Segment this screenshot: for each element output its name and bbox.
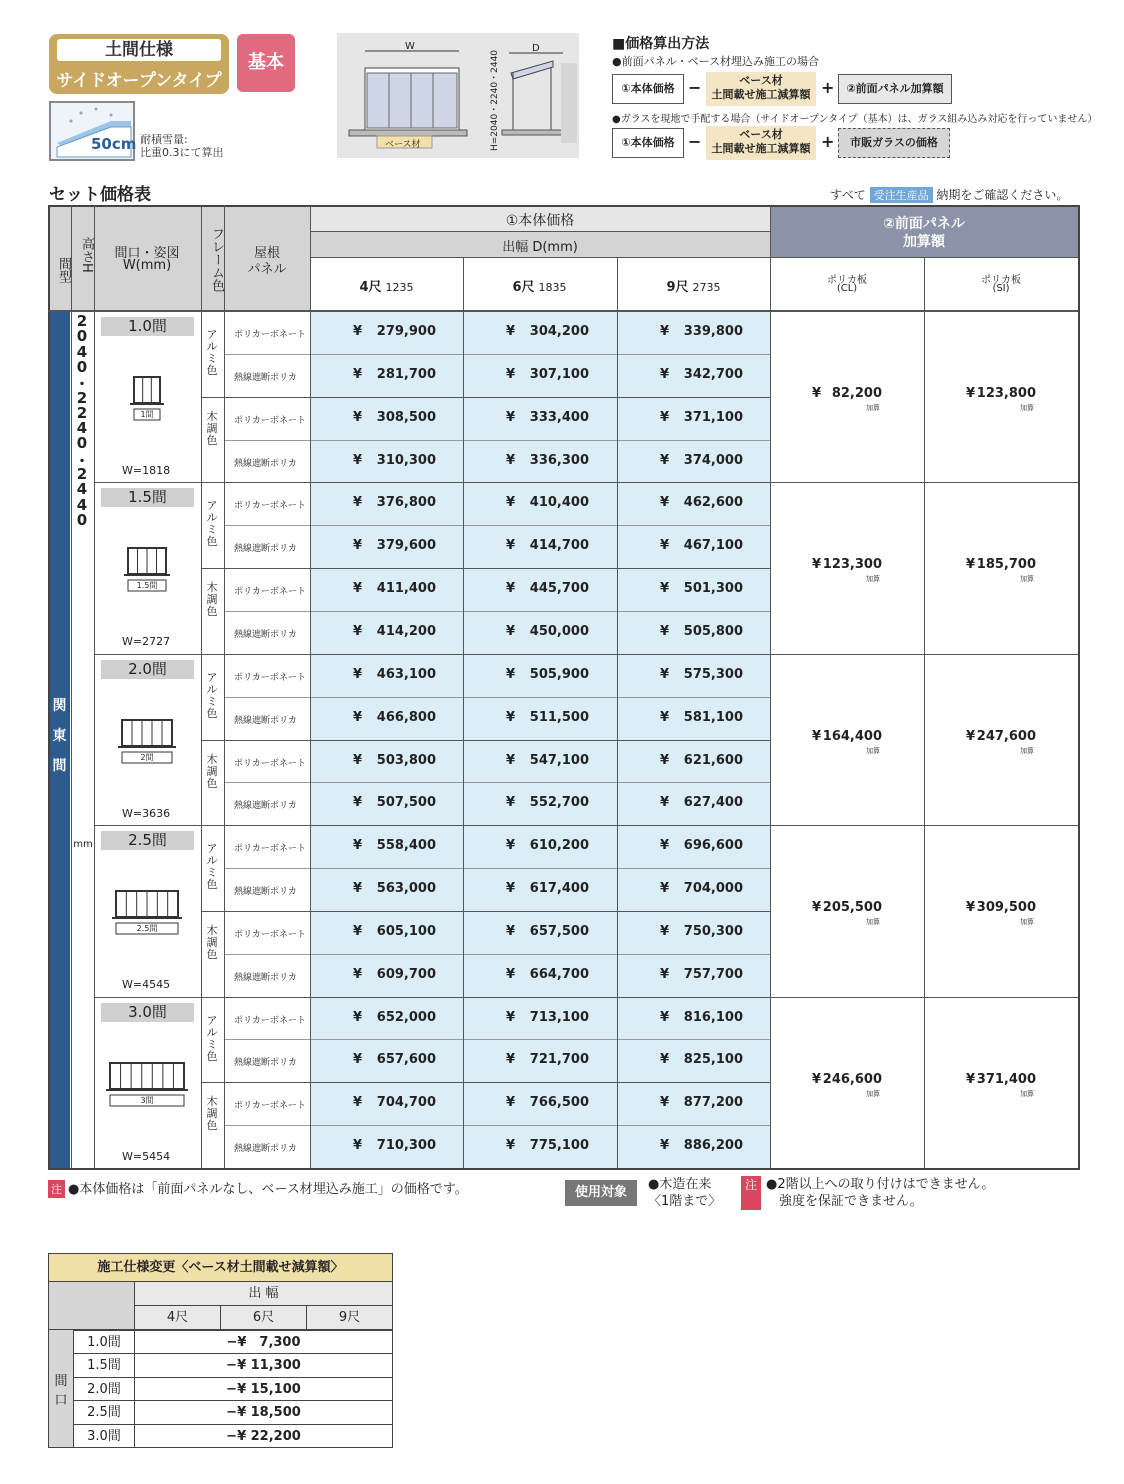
note-marker-2: 注: [741, 1176, 761, 1210]
yen-sign: ¥: [812, 557, 822, 573]
price-cell: 713,100: [529, 1009, 589, 1025]
col-frame: フレーム色: [209, 227, 224, 292]
roof-heat-block: 熱線遮断ポリカ: [234, 801, 297, 812]
roof-heat-block: 熱線遮断ポリカ: [234, 629, 297, 640]
minus-op-2: −: [688, 132, 702, 151]
price-cell: 825,100: [683, 1052, 743, 1068]
yen-sign: ¥: [660, 709, 670, 725]
note-install: ●2階以上への取り付けはできません。 強度を保証できません。: [766, 1177, 995, 1209]
note-marker: 注: [48, 1180, 65, 1198]
price-cell: 511,500: [529, 709, 589, 725]
front-panel-header: ②前面パネル: [883, 216, 965, 232]
yen-sign: ¥: [506, 795, 516, 811]
usage-label: 使用対象: [565, 1180, 637, 1206]
calc-body-price-2: ①本体価格: [612, 128, 684, 158]
diagram-base: ベース材: [385, 140, 421, 150]
width-value: W=2727: [122, 635, 171, 649]
frame-wood: 木 調 色: [206, 1095, 218, 1133]
price-cell: 664,700: [529, 966, 589, 982]
price-cell: 627,400: [683, 795, 743, 811]
price-cell: 617,400: [529, 881, 589, 897]
yen-sign: ¥: [506, 324, 516, 339]
price-cell: 696,600: [683, 838, 743, 854]
yen-sign: ¥: [506, 495, 516, 511]
price-cell: 462,600: [683, 495, 743, 511]
price-cell: 610,200: [529, 838, 589, 854]
front-panel-cl: 164,400: [822, 728, 882, 744]
price-cell: 710,300: [376, 1138, 436, 1154]
price-cell: 466,800: [376, 709, 436, 725]
add-label: 加算: [866, 404, 880, 412]
add-label: 加算: [1020, 746, 1034, 755]
yen-sign: ¥: [660, 538, 670, 554]
body-price-header: ①本体価格: [505, 213, 575, 229]
price-cell: 750,300: [683, 923, 743, 939]
span-tag: 1間: [140, 410, 154, 419]
add-label: 加算: [866, 575, 880, 584]
deduction-row: [74, 1424, 392, 1448]
price-cell: 333,400: [529, 409, 589, 425]
yen-sign: ¥: [966, 386, 976, 401]
roof-heat-block: 熱線遮断ポリカ: [234, 544, 297, 555]
yen-sign: ¥: [506, 366, 516, 382]
roof-heat-block: 熱線遮断ポリカ: [234, 972, 297, 983]
span-tag: 1.5間: [136, 581, 158, 591]
price-cell: 886,200: [683, 1138, 743, 1154]
yen-sign: ¥: [660, 923, 670, 939]
span-label: 2.0間: [101, 660, 194, 679]
col-width-unit: W(mm): [122, 258, 172, 273]
yen-sign: ¥: [353, 923, 363, 939]
span-label: 1.5間: [101, 488, 194, 507]
calc-front-panel: ②前面パネル加算額: [838, 74, 952, 104]
price-cell: 609,700: [376, 966, 436, 982]
roof-polycarbonate: ポリカーボネート: [234, 587, 306, 598]
roof-heat-block: 熱線遮断ポリカ: [234, 458, 297, 469]
frame-aluminum: ア ル ミ 色: [206, 499, 218, 549]
yen-sign: ¥: [506, 1009, 516, 1025]
front-panel-si: 309,500: [976, 900, 1036, 916]
front-panel-cl: 246,600: [822, 1071, 882, 1087]
price-cell: 304,200: [529, 324, 589, 339]
snow-note: 耐積雪量: 比重0.3にて算出: [140, 133, 224, 159]
roof-heat-block: 熱線遮断ポリカ: [234, 715, 297, 726]
yen-sign: ¥: [353, 881, 363, 897]
span-label: 3.0間: [101, 1003, 194, 1022]
yen-sign: ¥: [353, 495, 363, 511]
usage-target: ●木造在来 〈1階まで〉: [648, 1177, 722, 1209]
yen-sign: ¥: [353, 838, 363, 854]
yen-sign: ¥: [353, 1095, 363, 1111]
snow-load-icon: [49, 101, 135, 161]
yen-sign: ¥: [660, 966, 670, 982]
roof-polycarbonate: ポリカーボネート: [234, 1101, 306, 1112]
frame-aluminum: ア ル ミ 色: [206, 1013, 218, 1063]
frame-wood: 木 調 色: [206, 409, 218, 447]
height-unit: mm: [73, 839, 93, 850]
yen-sign: ¥: [353, 966, 363, 982]
frame-wood: 木 調 色: [206, 581, 218, 619]
yen-sign: ¥: [506, 881, 516, 897]
col-roof: 屋根: [253, 246, 280, 261]
yen-sign: ¥: [660, 581, 670, 597]
yen-sign: ¥: [660, 366, 670, 382]
span-tag: 3間: [140, 1095, 154, 1105]
plus-op-2: +: [821, 132, 835, 151]
yen-sign: ¥: [353, 366, 363, 382]
price-cell: 575,300: [683, 666, 743, 682]
price-cell: 414,200: [376, 623, 436, 639]
price-cell: 339,800: [683, 324, 743, 339]
span-tag: 2.5間: [136, 924, 158, 934]
note-body-price: 注 ●本体価格は「前面パネルなし、ベース材埋込み施工」の価格です。: [48, 1178, 468, 1198]
price-cell: 505,800: [683, 623, 743, 639]
price-cell: 410,400: [529, 495, 589, 511]
yen-sign: ¥: [966, 1071, 976, 1087]
price-cell: 652,000: [376, 1009, 436, 1025]
roof-polycarbonate: ポリカーボネート: [234, 415, 306, 426]
front-panel-si: 371,400: [976, 1071, 1036, 1087]
roof-polycarbonate: ポリカーボネート: [234, 672, 306, 683]
price-cell: 279,900: [376, 324, 436, 339]
price-cell: 374,000: [683, 452, 743, 468]
deduction-row: [74, 1330, 392, 1354]
calc-title: ■価格算出方法: [612, 36, 710, 52]
yen-sign: ¥: [506, 452, 516, 468]
yen-sign: ¥: [506, 581, 516, 597]
yen-sign: ¥: [506, 666, 516, 682]
cl-header-2: (CL): [836, 283, 858, 294]
frame-aluminum: ア ル ミ 色: [206, 328, 218, 377]
yen-sign: ¥: [506, 409, 516, 425]
deduction-side-label: 間 口: [49, 1330, 74, 1447]
price-cell: 657,600: [376, 1052, 436, 1068]
yen-sign: ¥: [660, 623, 670, 639]
price-cell: 281,700: [376, 366, 436, 382]
col-roof-panel: パネル: [247, 262, 287, 277]
price-cell: 552,700: [529, 795, 589, 811]
deduction-span: 2.0間: [74, 1378, 135, 1401]
frame-aluminum: ア ル ミ 色: [206, 670, 218, 720]
yen-sign: ¥: [660, 666, 670, 682]
width-value: W=4545: [122, 978, 171, 992]
add-label: 加算: [866, 1089, 880, 1098]
table-border: [48, 205, 1080, 1170]
price-cell: 757,700: [683, 966, 743, 982]
yen-sign: ¥: [353, 409, 363, 425]
diagram-d: D: [532, 43, 540, 54]
price-cell: 310,300: [376, 452, 436, 468]
deduction-value: −¥ 15,100: [226, 1381, 301, 1397]
yen-sign: ¥: [660, 1138, 670, 1154]
depth-header: 出幅 D(mm): [502, 240, 578, 255]
price-cell: 308,500: [376, 409, 436, 425]
price-cell: 371,100: [683, 409, 743, 425]
deduction-span: 3.0間: [74, 1425, 135, 1448]
yen-sign: ¥: [660, 752, 670, 768]
front-panel-header-2: 加算額: [903, 234, 945, 250]
region-kanto: 関 東 間: [49, 311, 70, 1168]
price-cell: 450,000: [529, 623, 589, 639]
roof-polycarbonate: ポリカーボネート: [234, 929, 306, 940]
span-label: 1.0間: [101, 317, 194, 336]
col-type: 間型: [56, 257, 71, 283]
deduction-value: −¥ 11,300: [226, 1358, 301, 1374]
yen-sign: ¥: [353, 795, 363, 811]
diagram-h: H=2040・2240・2440: [490, 49, 500, 151]
frame-aluminum: ア ル ミ 色: [206, 842, 218, 892]
yen-sign: ¥: [506, 709, 516, 725]
depth-d6: 6尺 1835: [512, 280, 567, 295]
yen-sign: ¥: [353, 752, 363, 768]
spec-title: 土間仕様: [57, 39, 221, 61]
yen-sign: ¥: [353, 452, 363, 468]
made-to-order-tag: 受注生産品: [870, 187, 933, 203]
calc-base-deduction-2: ベース材 土間載せ施工減算額: [706, 126, 816, 160]
add-label: 加算: [866, 746, 880, 755]
yen-sign: ¥: [660, 1009, 670, 1025]
yen-sign: ¥: [966, 900, 976, 916]
order-note: すべて 受注生産品 納期をご確認ください。: [830, 188, 1069, 202]
spec-badge: [49, 34, 229, 94]
front-panel-cl: 205,500: [822, 900, 882, 916]
price-cell: 501,300: [683, 581, 743, 597]
span-tag: 2間: [140, 752, 154, 762]
add-label: 加算: [1020, 918, 1034, 927]
yen-sign: ¥: [506, 1138, 516, 1154]
yen-sign: ¥: [506, 838, 516, 854]
price-cell: 379,600: [376, 538, 436, 554]
deduction-value: −¥ 7,300: [226, 1335, 301, 1350]
roof-heat-block: 熱線遮断ポリカ: [234, 372, 297, 383]
yen-sign: ¥: [660, 795, 670, 811]
roof-polycarbonate: ポリカーボネート: [234, 844, 306, 855]
deduction-span: 2.5間: [74, 1401, 135, 1424]
yen-sign: ¥: [660, 452, 670, 468]
add-label: 加算: [866, 918, 880, 927]
roof-polycarbonate: ポリカーボネート: [234, 758, 306, 769]
kihon-badge: 基本: [237, 34, 295, 92]
price-cell: 621,600: [683, 752, 743, 768]
frame-wood: 木 調 色: [206, 752, 218, 790]
yen-sign: ¥: [812, 900, 822, 916]
width-value: W=5454: [122, 1149, 171, 1163]
roof-heat-block: 熱線遮断ポリカ: [234, 887, 297, 898]
price-cell: 307,100: [529, 366, 589, 382]
yen-sign: ¥: [812, 386, 822, 401]
roof-polycarbonate: ポリカーボネート: [234, 330, 306, 340]
calc-base-deduction: ベース材 土間載せ施工減算額: [706, 72, 816, 106]
price-cell: 342,700: [683, 366, 743, 382]
deduction-row: [74, 1353, 392, 1377]
yen-sign: ¥: [660, 1095, 670, 1111]
table-title: セット価格表: [49, 185, 151, 205]
add-label: 加算: [1020, 404, 1034, 412]
price-cell: 877,200: [683, 1095, 743, 1111]
yen-sign: ¥: [660, 881, 670, 897]
price-cell: 503,800: [376, 752, 436, 768]
col-height: 高さH: [79, 237, 94, 273]
calc-glass-price: 市販ガラスの価格: [838, 128, 950, 158]
price-cell: 411,400: [376, 581, 436, 597]
yen-sign: ¥: [353, 1009, 363, 1025]
snow-value: 50cm: [91, 135, 137, 153]
plus-op: +: [821, 78, 835, 97]
price-cell: 657,500: [529, 923, 589, 939]
roof-heat-block: 熱線遮断ポリカ: [234, 1144, 297, 1155]
depth-d9: 9尺 2735: [666, 280, 721, 295]
deduction-span: 1.0間: [74, 1331, 135, 1354]
deduction-value: −¥ 18,500: [226, 1405, 301, 1421]
price-cell: 463,100: [376, 666, 436, 682]
price-cell: 445,700: [529, 581, 589, 597]
yen-sign: ¥: [660, 495, 670, 511]
price-cell: 558,400: [376, 838, 436, 854]
front-panel-cl: 123,300: [822, 557, 882, 573]
roof-heat-block: 熱線遮断ポリカ: [234, 1058, 297, 1069]
col-width: 間口・姿図: [114, 246, 180, 261]
yen-sign: ¥: [660, 1052, 670, 1068]
calc-case2: ●ガラスを現地で手配する場合（サイドオープンタイプ（基本）は、ガラス組み込み対応を行っていません）: [612, 114, 1098, 125]
calc-body-price: ①本体価格: [612, 74, 684, 104]
si-header-2: (SI): [992, 283, 1010, 294]
price-cell: 414,700: [529, 538, 589, 554]
add-label: 加算: [1020, 1089, 1034, 1098]
roof-polycarbonate: ポリカーボネート: [234, 501, 306, 512]
price-cell: 775,100: [529, 1138, 589, 1154]
yen-sign: ¥: [353, 581, 363, 597]
front-panel-cl: 82,200: [831, 386, 882, 401]
front-panel-si: 185,700: [976, 557, 1036, 573]
yen-sign: ¥: [353, 709, 363, 725]
front-panel-si: 123,800: [976, 386, 1036, 401]
spec-subtitle: サイドオープンタイプ: [56, 71, 222, 91]
si-header: ポリカ板: [981, 275, 1021, 286]
yen-sign: ¥: [353, 1052, 363, 1068]
deduction-span: 1.5間: [74, 1354, 135, 1377]
yen-sign: ¥: [506, 966, 516, 982]
diagram-w: W: [405, 41, 415, 52]
yen-sign: ¥: [506, 1052, 516, 1068]
price-cell: 563,000: [376, 881, 436, 897]
yen-sign: ¥: [660, 838, 670, 854]
yen-sign: ¥: [660, 409, 670, 425]
height-values: 2 0 4 0 ・ 2 2 4 0 ・ 2 4 4 0 mm: [71, 311, 93, 1168]
deduction-depth: 出 幅: [135, 1282, 392, 1306]
price-cell: 336,300: [529, 452, 589, 468]
deduction-title: 施工仕様変更〈ベース材土間載せ減算額〉: [49, 1254, 392, 1282]
price-cell: 581,100: [683, 709, 743, 725]
price-cell: 467,100: [683, 538, 743, 554]
yen-sign: ¥: [966, 728, 976, 744]
calc-case1: ●前面パネル・ベース材埋込み施工の場合: [612, 55, 820, 68]
yen-sign: ¥: [812, 1071, 822, 1087]
yen-sign: ¥: [353, 623, 363, 639]
deduction-row: [74, 1377, 392, 1401]
front-panel-si: 247,600: [976, 728, 1036, 744]
yen-sign: ¥: [812, 728, 822, 744]
depth-d4: 4尺 1235: [359, 280, 414, 295]
price-cell: 507,500: [376, 795, 436, 811]
yen-sign: ¥: [506, 623, 516, 639]
product-diagram: [337, 33, 579, 158]
yen-sign: ¥: [506, 1095, 516, 1111]
width-value: W=3636: [122, 806, 171, 820]
price-cell: 766,500: [529, 1095, 589, 1111]
price-cell: 376,800: [376, 495, 436, 511]
frame-wood: 木 調 色: [206, 923, 218, 961]
deduction-row: [74, 1400, 392, 1424]
deduction-table: 施工仕様変更〈ベース材土間載せ減算額〉 出 幅 4尺 6尺 9尺 間 口 1.0間 −¥ 7,300 1.5間 −¥ 11,300 2.0間 −¥ 15,100 2.5間 −¥ 18,500 3.0間 −¥ 22,200: [48, 1253, 393, 1448]
price-cell: 505,900: [529, 666, 589, 682]
yen-sign: ¥: [506, 752, 516, 768]
roof-polycarbonate: ポリカーボネート: [234, 1015, 306, 1026]
price-cell: 547,100: [529, 752, 589, 768]
deduction-value: −¥ 22,200: [226, 1428, 301, 1444]
yen-sign: ¥: [506, 923, 516, 939]
yen-sign: ¥: [353, 538, 363, 554]
span-label: 2.5間: [101, 831, 194, 850]
price-cell: 704,700: [376, 1095, 436, 1111]
width-value: W=1818: [122, 464, 171, 477]
minus-op: −: [688, 78, 702, 97]
price-cell: 816,100: [683, 1009, 743, 1025]
add-label: 加算: [1020, 575, 1034, 584]
cl-header: ポリカ板: [827, 275, 867, 286]
yen-sign: ¥: [353, 324, 363, 339]
yen-sign: ¥: [506, 538, 516, 554]
yen-sign: ¥: [966, 557, 976, 573]
yen-sign: ¥: [353, 666, 363, 682]
yen-sign: ¥: [353, 1138, 363, 1154]
price-cell: 721,700: [529, 1052, 589, 1068]
price-cell: 605,100: [376, 923, 436, 939]
price-cell: 704,000: [683, 881, 743, 897]
yen-sign: ¥: [660, 324, 670, 339]
